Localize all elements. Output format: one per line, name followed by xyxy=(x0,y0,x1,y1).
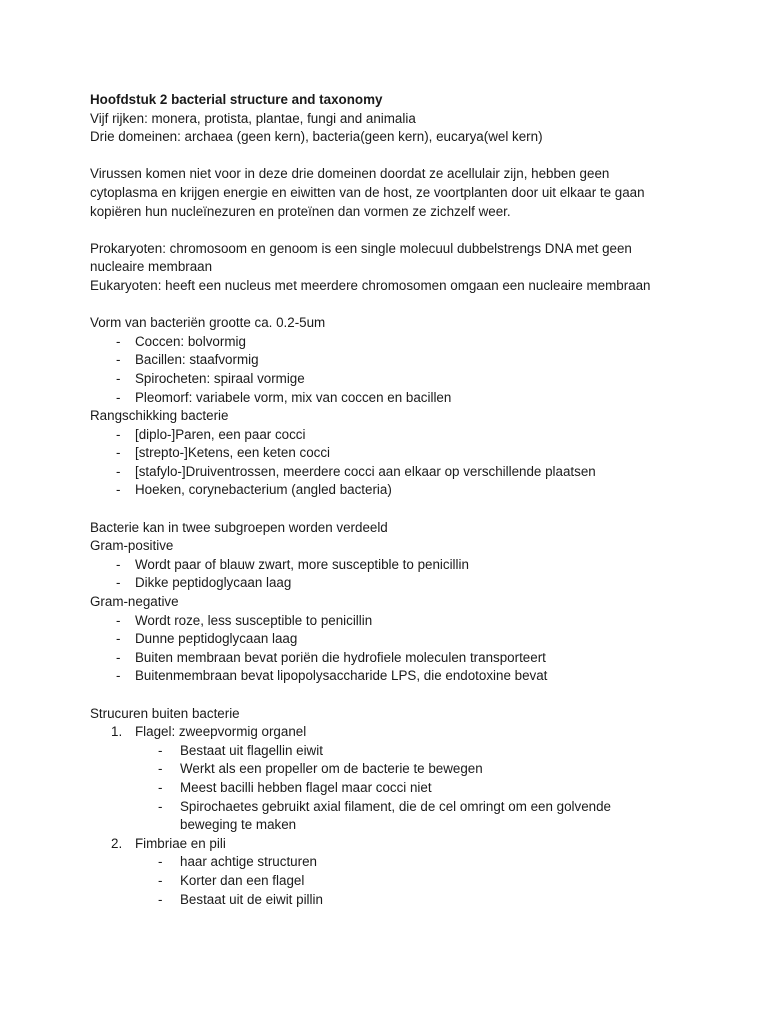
list-item: - Spirocheten: spiraal vormige xyxy=(90,370,730,389)
list-item: - Bestaat uit de eiwit pillin xyxy=(90,891,730,910)
kingdoms-line: Vijf rijken: monera, protista, plantae, fungi and animalia xyxy=(90,110,416,126)
numbered-item xyxy=(90,723,730,835)
spacer xyxy=(90,296,730,315)
numbered-item-label: Fimbriae en pili xyxy=(135,835,226,851)
list-item: - Buiten membraan bevat poriën die hydrofiele moleculen transporteert xyxy=(90,649,730,668)
virus-paragraph-line: Virussen komen niet voor in deze drie domeinen doordat ze acellulair zijn, hebben geen xyxy=(90,166,610,182)
list-item: - Buitenmembraan bevat lipopolysaccharide LPS, die endotoxine bevat xyxy=(90,667,730,686)
list-number: 2. xyxy=(111,835,123,851)
list-item: - Wordt paar of blauw zwart, more susceptible to penicillin xyxy=(90,556,730,575)
document-title: Hoofdstuk 2 bacterial structure and taxonomy xyxy=(90,92,383,107)
list-item: - Hoeken, corynebacterium (angled bacteria) xyxy=(90,481,730,500)
numbered-item xyxy=(90,835,730,909)
list-item: - Werkt als een propeller om de bacterie te bewegen xyxy=(90,760,730,779)
list-item: - Spirochaetes gebruikt axial filament, die de cel omringt om een golvende beweging te maken xyxy=(90,798,630,835)
arrangement-heading: Rangschikking bacterie xyxy=(90,408,229,424)
prokaryote-line: nucleaire membraan xyxy=(90,259,213,275)
structures-list xyxy=(90,723,730,909)
gram-negative-heading: Gram-negative xyxy=(90,594,179,610)
spacer xyxy=(90,500,730,519)
gram-negative-list xyxy=(90,612,730,686)
list-number: 1. xyxy=(111,724,123,740)
list-item: - Pleomorf: variabele vorm, mix van coccen en bacillen xyxy=(90,389,730,408)
virus-paragraph-line: cytoplasma en krijgen energie en eiwitten van de host, ze voortplanten door uit elkaar te gaan xyxy=(90,184,645,200)
document-body xyxy=(90,91,730,909)
list-item: - [stafylo-]Druiventrossen, meerdere cocci aan elkaar op verschillende plaatsen xyxy=(90,463,730,482)
sub-list xyxy=(90,742,730,835)
spacer xyxy=(90,686,730,705)
shape-heading: Vorm van bacteriën grootte ca. 0.2-5um xyxy=(90,315,326,331)
gram-positive-list xyxy=(90,556,730,593)
list-item: - Wordt roze, less susceptible to penicillin xyxy=(90,612,730,631)
structures-heading: Strucuren buiten bacterie xyxy=(90,705,240,721)
virus-paragraph-line: kopiëren hun nucleïnezuren en proteïnen dan vormen ze zichzelf weer. xyxy=(90,203,511,219)
list-item: - Bestaat uit flagellin eiwit xyxy=(90,742,730,761)
list-item: - [diplo-]Paren, een paar cocci xyxy=(90,426,730,445)
list-item: - Bacillen: staafvormig xyxy=(90,351,730,370)
spacer xyxy=(90,221,730,240)
spacer xyxy=(90,147,730,166)
subgroups-heading: Bacterie kan in twee subgroepen worden verdeeld xyxy=(90,519,388,535)
list-item: - Coccen: bolvormig xyxy=(90,333,730,352)
list-item: - haar achtige structuren xyxy=(90,853,730,872)
list-item: - [strepto-]Ketens, een keten cocci xyxy=(90,444,730,463)
list-item: - Meest bacilli hebben flagel maar cocci niet xyxy=(90,779,730,798)
arrangement-list xyxy=(90,426,730,500)
shape-list xyxy=(90,333,730,407)
list-item: - Dunne peptidoglycaan laag xyxy=(90,630,730,649)
list-item: - Dikke peptidoglycaan laag xyxy=(90,574,730,593)
eukaryote-line: Eukaryoten: heeft een nucleus met meerdere chromosomen omgaan een nucleaire membraan xyxy=(90,277,651,293)
sub-list xyxy=(90,853,730,909)
domains-line: Drie domeinen: archaea (geen kern), bacteria(geen kern), eucarya(wel kern) xyxy=(90,129,543,145)
numbered-item-label: Flagel: zweepvormig organel xyxy=(135,724,307,740)
gram-positive-heading: Gram-positive xyxy=(90,538,174,554)
prokaryote-line: Prokaryoten: chromosoom en genoom is een single molecuul dubbelstrengs DNA met geen xyxy=(90,240,632,256)
list-item: - Korter dan een flagel xyxy=(90,872,730,891)
